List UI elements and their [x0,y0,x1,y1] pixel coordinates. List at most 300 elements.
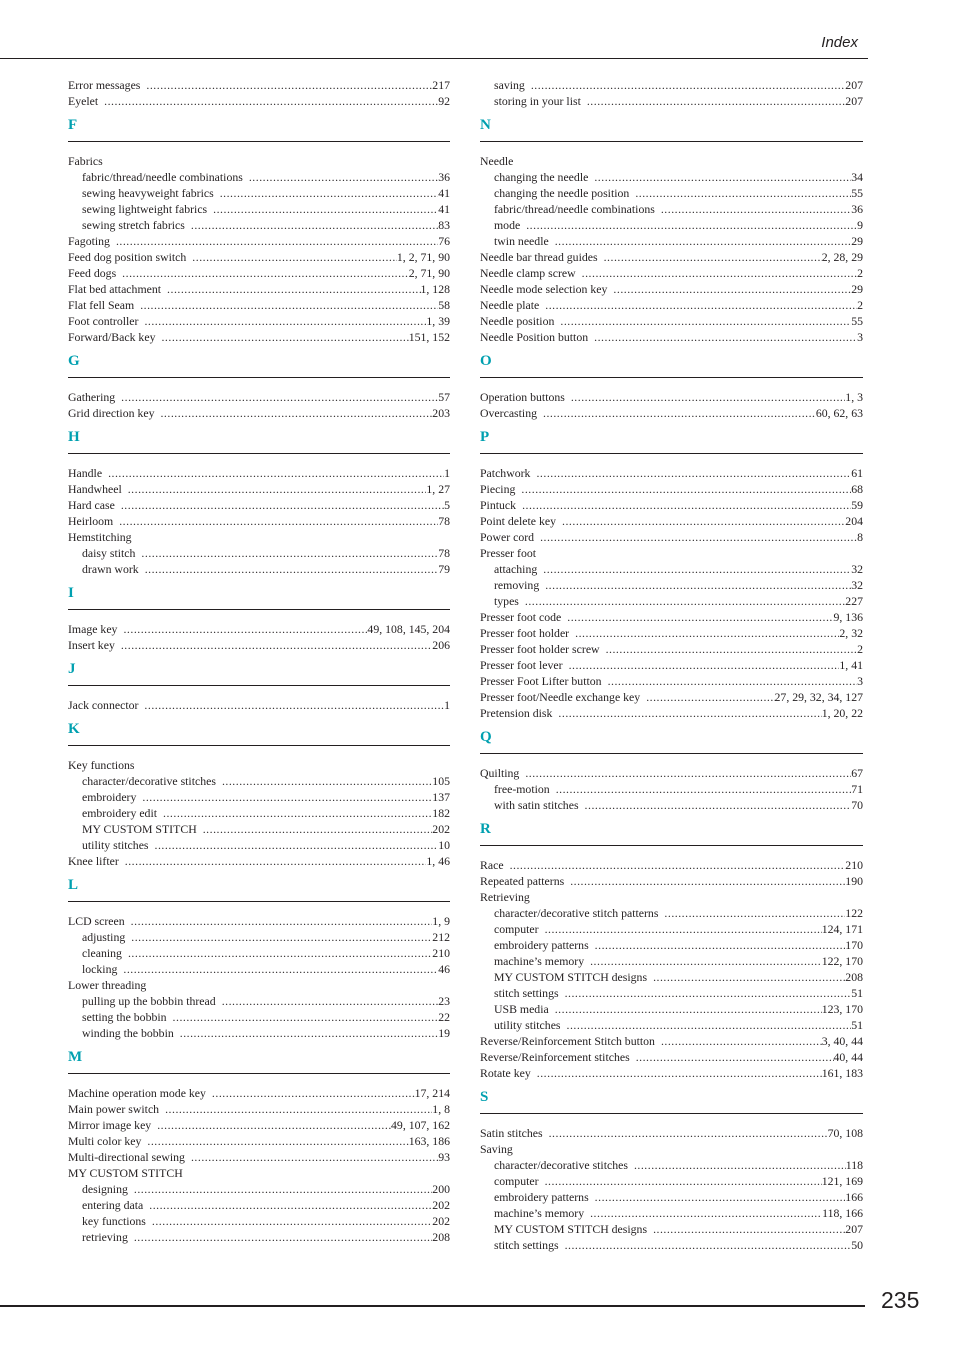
entry-term: Presser foot code [480,610,562,624]
index-entry [68,513,450,529]
index-entry [480,481,863,497]
entry-term: adjusting [82,930,126,944]
entry-term: retrieving [82,1230,128,1244]
index-subentry [480,561,863,577]
entry-pages: 78 [438,546,450,560]
index-subentry [480,1221,863,1237]
dot-leader [167,281,420,297]
entry-term: Lower threading [68,978,147,992]
dot-leader [595,937,846,953]
index-entry [68,93,450,109]
index-section-l [68,869,450,913]
index-entry [68,249,450,265]
index-entry [480,1033,863,1049]
dot-leader [608,673,858,689]
entry-pages: 118 [845,1158,863,1172]
index-subentry [68,805,450,821]
entry-pages: 55 [851,186,863,200]
index-subentry [480,201,863,217]
dot-leader [636,1049,834,1065]
entry-pages: 210 [432,946,450,960]
entry-term: Handwheel [68,482,122,496]
entry-pages: 70 [851,798,863,812]
entry-pages: 2 [857,266,863,280]
index-entry [480,1125,863,1141]
index-entry [68,1149,450,1165]
dot-leader [565,1237,852,1253]
dot-leader [122,265,409,281]
dot-leader [157,1117,391,1133]
entry-pages: 78 [438,514,450,528]
index-subentry [68,561,450,577]
entry-pages: 68 [851,482,863,496]
dot-leader [543,405,816,421]
index-subentry [480,169,863,185]
index-subentry [480,1157,863,1173]
entry-pages: 151, 152 [408,330,450,344]
dot-leader [560,313,851,329]
index-subentry [480,1017,863,1033]
entry-term: utility stitches [494,1018,561,1032]
index-section-j [68,653,450,697]
entry-pages: 1, 128 [420,282,450,296]
dot-leader [146,77,432,93]
entry-term: Pretension disk [480,706,553,720]
dot-leader [222,993,439,1009]
entry-term: character/decorative stitches [82,774,216,788]
index-section-q [480,721,863,765]
entry-pages: 59 [851,498,863,512]
entry-pages: 1, 20, 22 [821,706,863,720]
entry-term: types [494,594,519,608]
dot-leader [661,1033,822,1049]
section-letter: J [68,661,76,677]
dot-leader [142,789,432,805]
entry-term: Eyelet [68,94,99,108]
entry-term: Mirror image key [68,1118,152,1132]
section-letter: P [480,429,490,445]
index-entry [480,609,863,625]
dot-leader [540,529,857,545]
entry-term: Grid direction key [68,406,155,420]
section-letter: O [480,353,492,369]
dot-leader [125,853,427,869]
entry-pages: 202 [432,822,450,836]
dot-leader [128,481,427,497]
section-letter: R [480,821,491,837]
entry-term: Operation buttons [480,390,565,404]
entry-pages: 55 [851,314,863,328]
index-entry [68,1085,450,1101]
index-entry [480,657,863,673]
index-entry [480,513,863,529]
dot-leader [155,837,439,853]
dot-leader [510,857,846,873]
dot-leader [119,513,438,529]
index-section-o [480,345,863,389]
entry-term: embroidery edit [82,806,158,820]
dot-leader [149,1197,432,1213]
index-subentry [480,953,863,969]
dot-leader [152,1213,432,1229]
dot-leader [664,905,845,921]
entry-term: Presser Foot Lifter button [480,674,602,688]
index-subentry [68,1213,450,1229]
dot-leader [613,281,851,297]
dot-leader [634,1157,846,1173]
dot-leader [147,1133,408,1149]
section-rule [68,901,450,902]
entry-term: Machine operation mode key [68,1086,206,1100]
index-subentry [480,969,863,985]
entry-term: Presser foot/Needle exchange key [480,690,641,704]
entry-term: Point delete key [480,514,557,528]
dot-leader [562,513,845,529]
section-rule [68,685,450,686]
dot-leader [555,1001,822,1017]
entry-pages: 182 [432,806,450,820]
index-subentry [480,593,863,609]
entry-term: Flat bed attachment [68,282,162,296]
entry-pages: 1, 41 [839,658,863,672]
index-subentry [68,185,450,201]
entry-term: Gathering [68,390,116,404]
index-entry [480,889,863,905]
index-entry [68,977,450,993]
dot-leader [121,497,444,513]
entry-pages: 49, 107, 162 [391,1118,450,1132]
dot-leader [213,201,438,217]
entry-term: Multi-directional sewing [68,1150,185,1164]
entry-pages: 217 [432,78,450,92]
entry-pages: 210 [845,858,863,872]
entry-term: designing [82,1182,128,1196]
index-entry [480,281,863,297]
dot-leader [537,1065,822,1081]
entry-pages: 51 [851,1018,863,1032]
entry-term: twin needle [494,234,549,248]
index-entry [68,481,450,497]
entry-pages: 122 [845,906,863,920]
entry-pages: 61 [851,466,863,480]
entry-term: mode [494,218,521,232]
entry-pages: 202 [432,1214,450,1228]
dot-leader [653,969,845,985]
section-rule [68,141,450,142]
entry-term: Retrieving [480,890,530,904]
entry-term: sewing stretch fabrics [82,218,185,232]
entry-term: MY CUSTOM STITCH designs [494,970,648,984]
entry-term: Needle Position button [480,330,589,344]
index-entry [68,853,450,869]
index-entry [68,265,450,281]
entry-term: Reverse/Reinforcement Stitch button [480,1034,655,1048]
entry-term: setting the bobbin [82,1010,167,1024]
section-rule [480,845,863,846]
index-subentry [480,217,863,233]
index-entry [68,697,450,713]
dot-leader [249,169,438,185]
entry-pages: 10 [438,838,450,852]
index-entry [480,153,863,169]
section-rule [480,753,863,754]
index-section-s [480,1081,863,1125]
entry-pages: 40, 44 [833,1050,863,1064]
page-number: 235 [881,1287,920,1313]
entry-pages: 2 [857,298,863,312]
dot-leader [191,1149,438,1165]
index-entry [480,1065,863,1081]
section-letter: H [68,429,80,445]
index-subentry [68,1025,450,1041]
section-letter: G [68,353,80,369]
section-rule [68,1073,450,1074]
index-subentry [480,185,863,201]
entry-term: Flat fell Seam [68,298,135,312]
entry-term: Feed dog position switch [68,250,187,264]
dot-leader [144,697,444,713]
index-subentry [480,233,863,249]
index-subentry [68,773,450,789]
entry-pages: 76 [438,234,450,248]
entry-term: MY CUSTOM STITCH designs [494,1222,648,1236]
entry-term: Knee lifter [68,854,119,868]
entry-term: utility stitches [82,838,149,852]
section-rule [68,745,450,746]
dot-leader [571,389,845,405]
entry-term: Overcasting [480,406,537,420]
dot-leader [536,465,851,481]
index-entry [480,625,863,641]
entry-pages: 122, 170 [821,954,863,968]
entry-pages: 1 [444,698,450,712]
entry-term: stitch settings [494,986,559,1000]
index-subentry [68,929,450,945]
entry-pages: 17, 214 [414,1086,450,1100]
entry-pages: 1 [444,466,450,480]
entry-term: Hard case [68,498,115,512]
dot-leader [606,641,858,657]
entry-term: sewing lightweight fabrics [82,202,208,216]
section-rule [480,141,863,142]
entry-pages: 202 [432,1198,450,1212]
entry-term: Repeated patterns [480,874,565,888]
entry-pages: 67 [851,766,863,780]
index-entry [480,765,863,781]
index-subentry [68,837,450,853]
index-section-h [68,421,450,465]
entry-pages: 203 [432,406,450,420]
index-column-right [480,77,863,1253]
entry-pages: 207 [845,1222,863,1236]
index-entry [480,1141,863,1157]
entry-pages: 207 [845,94,863,108]
entry-term: Needle mode selection key [480,282,608,296]
entry-pages: 41 [438,186,450,200]
entry-pages: 58 [438,298,450,312]
entry-term: Quilting [480,766,520,780]
section-letter: I [68,585,74,601]
entry-pages: 83 [438,218,450,232]
entry-term: Forward/Back key [68,330,156,344]
index-entry [480,465,863,481]
dot-leader [567,609,833,625]
dot-leader [558,705,821,721]
index-entry [480,405,863,421]
entry-pages: 208 [845,970,863,984]
index-entry [480,689,863,705]
index-entry [68,281,450,297]
entry-pages: 93 [438,1150,450,1164]
entry-term: computer [494,922,539,936]
dot-leader [123,961,438,977]
footer-rule [0,1305,865,1307]
entry-term: machine’s memory [494,1206,585,1220]
index-entry [68,637,450,653]
dot-leader [128,945,432,961]
entry-term: Fabrics [68,154,103,168]
section-rule [480,377,863,378]
index-entry [480,265,863,281]
entry-pages: 8 [857,530,863,544]
entry-term: fabric/thread/needle combinations [494,202,655,216]
entry-term: character/decorative stitch patterns [494,906,659,920]
dot-leader [134,1229,432,1245]
dot-leader [161,329,408,345]
index-entry [68,529,450,545]
entry-term: stitch settings [494,1238,559,1252]
entry-pages: 41 [438,202,450,216]
entry-term: Needle plate [480,298,540,312]
index-entry [68,465,450,481]
index-entry [480,297,863,313]
entry-term: Main power switch [68,1102,160,1116]
dot-leader [582,265,857,281]
dot-leader [635,185,851,201]
entry-term: Presser foot holder screw [480,642,600,656]
entry-pages: 51 [851,986,863,1000]
index-subentry [68,201,450,217]
section-letter: L [68,877,79,893]
dot-leader [594,169,851,185]
section-letter: M [68,1049,83,1065]
page-header-title: Index [821,34,858,51]
dot-leader [590,1205,822,1221]
entry-pages: 71 [851,782,863,796]
dot-leader [646,689,774,705]
entry-term: embroidery patterns [494,938,589,952]
dot-leader [131,913,433,929]
entry-term: Jack connector [68,698,139,712]
dot-leader [121,389,438,405]
index-subentry [68,1181,450,1197]
dot-leader [521,481,851,497]
section-rule [480,453,863,454]
entry-term: Needle [480,154,514,168]
entry-term: entering data [82,1198,144,1212]
entry-term: daisy stitch [82,546,136,560]
entry-pages: 32 [851,578,863,592]
dot-leader [545,921,822,937]
dot-leader [555,233,851,249]
entry-term: Handle [68,466,103,480]
entry-term: sewing heavyweight fabrics [82,186,214,200]
entry-term: MY CUSTOM STITCH [68,1166,183,1180]
entry-pages: 19 [438,1026,450,1040]
index-subentry [68,169,450,185]
index-entry [480,705,863,721]
index-section-k [68,713,450,757]
entry-pages: 1, 8 [432,1102,450,1116]
index-entry [68,77,450,93]
entry-term: Fagoting [68,234,110,248]
index-subentry [480,1001,863,1017]
entry-pages: 1, 39 [426,314,450,328]
index-subentry [68,545,450,561]
entry-term: removing [494,578,540,592]
dot-leader [131,929,432,945]
index-subentry [68,789,450,805]
dot-leader [556,781,852,797]
entry-pages: 190 [845,874,863,888]
entry-pages: 29 [851,234,863,248]
dot-leader [569,657,840,673]
dot-leader [585,797,852,813]
entry-pages: 9, 136 [833,610,863,624]
dot-leader [526,217,857,233]
dot-leader [180,1025,438,1041]
index-subentry [68,961,450,977]
index-subentry [480,1205,863,1221]
index-entry [480,545,863,561]
index-subentry [68,945,450,961]
section-letter: F [68,117,78,133]
index-subentry [68,993,450,1009]
entry-term: Heirloom [68,514,114,528]
entry-term: Error messages [68,78,141,92]
entry-term: embroidery [82,790,137,804]
index-subentry [480,93,863,109]
index-entry [68,497,450,513]
index-entry [480,641,863,657]
entry-pages: 5 [444,498,450,512]
dot-leader [595,1189,846,1205]
entry-term: Rotate key [480,1066,531,1080]
section-letter: K [68,721,80,737]
dot-leader [144,313,426,329]
index-subentry [480,1173,863,1189]
entry-pages: 123, 170 [821,1002,863,1016]
index-section-g [68,345,450,389]
index-entry [68,313,450,329]
section-rule [68,377,450,378]
entry-pages: 79 [438,562,450,576]
entry-term: USB media [494,1002,549,1016]
entry-term: machine’s memory [494,954,585,968]
entry-term: pulling up the bobbin thread [82,994,216,1008]
entry-pages: 49, 108, 145, 204 [367,622,450,636]
entry-term: MY CUSTOM STITCH [82,822,197,836]
entry-pages: 166 [845,1190,863,1204]
section-letter: Q [480,729,492,745]
index-entry [68,621,450,637]
dot-leader [575,625,839,641]
index-entry [480,497,863,513]
index-section-m [68,1041,450,1085]
entry-term: Key functions [68,758,135,772]
entry-pages: 208 [432,1230,450,1244]
entry-term: Multi color key [68,1134,142,1148]
